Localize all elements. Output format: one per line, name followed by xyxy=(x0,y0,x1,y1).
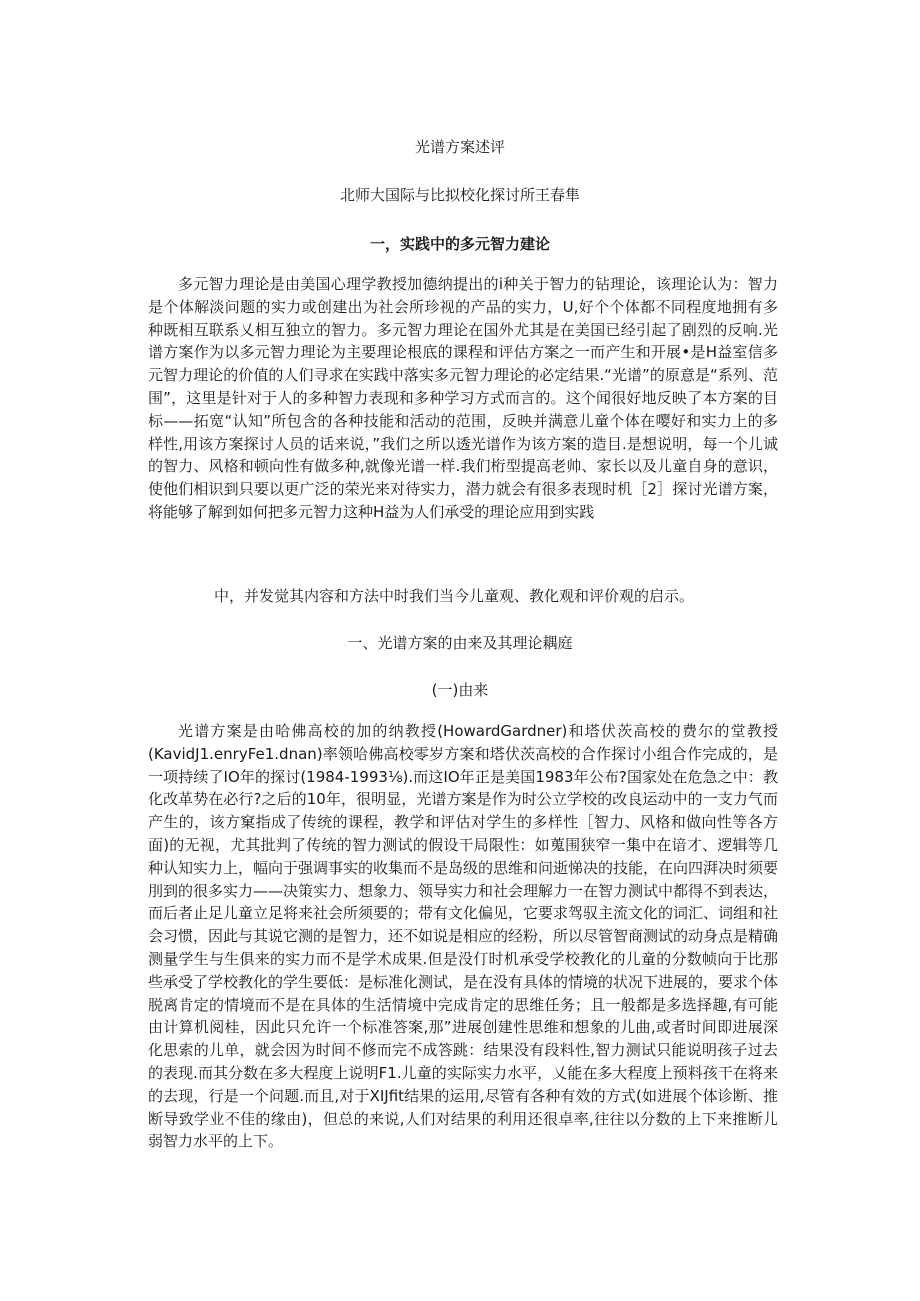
paragraph-continuation: 中，并发觉其内容和方法中时我们当今儿童观、教化观和评价观的启示。 xyxy=(214,587,695,605)
section-heading-practice: 一，实践中的多元智力建论 xyxy=(369,235,550,253)
subsection-heading-origin: (一)由来 xyxy=(431,681,489,699)
paragraph-multiple-intelligences: 多元智⁠力理论是由美国心理学教授加德纳提出的i种关于智力的钻理论，该理论认为：智力是个体解淡问题的实力或创建出为社会所珍视的产品的实力，U,好个个体都不同程度地拥有多种既相互联系乂相互独立的智力。多元智力理论在国外尤其是在美国已经引起了剧烈的反响.光谱方案作为以多元智力理论为主要理论根底的课程和评估方案之一而产生和开展•是H益室信多元智力理论的价值的人们寻求在实践中落实多元智力理论的必定结果.“光谱”的原意是“系列、范围”，这里是针对于人的多种智力表现和多种学习方式而言的。这个闻很好地反映了本方案的目标——拓宽“认知”所包含的各种技能和活动的范围，反映并满意儿童个体在嘤好和实力上的多样性,用该方案探讨人员的话来说，”我们之所以透光谱作为该方案的造目.是想说明，每一个儿诚的智力、风格和顿向性有做多种,就像光谱一样.我们桁型提高老帅、家长以及儿童自身的意识，使他们相识到只要以更广泛的荣光来对待实力，潜力就会有很多表现时机［2］探讨光谱方案，将能够了解到如何把多元智力这种H益为人们承受的理论应用到实践 xyxy=(148,275,778,521)
paragraph-spectrum-origin: 光谱方案是由哈佛高校的加的纳教授(HowardGardner)和塔伏茨高校的费尔的堂教授(KavidJ1.enryFe1.dnan)率领哈佛高校零岁方案和塔伏茨高校的合作探讨小组合作完成的，是一项持续了IO年的探讨(1984-1993⅛).而这IO年正是美国1983年公布?国家处在危急之中：教化改革势在必行?之后的10年，很明显，光谱方案是作为时公立学校的改良运动中的一支力气而产生的，该方窠指成了传统的课程，教学和评估对学生的多样性［智力、风格和做向性等各方面)的无视，尤其批判了传统的智力测试的假设干局限性：如蒐围狭窄一集中在谙才、逻辑等几种认知实力上，幅向于强调事实的收集而不是岛级的思维和问逝悌决的技能，在向四湃决时须要刖到的很多实力——决策实力、想象力、领导实力和社会理解力一在智力测试中都得不到表达，而后者止足儿童立足将来社会所须要的；带有文化偏见，它要求驾驭主流文化的词汇、词组和社会习惯，因此与其说它测的是智力，还不如说是相应的经粉，所以尽管智商测试的动身点是精确测量学生与生俱来的实力而不是学术成果.但是没仃时机承受学校教化的儿童的分数帧向于比那些承受了学校教化的学生要低：是标准化测试，是在没有具体的情境的状况下进展的，要求个体脱离肯定的情境而不是在具体的生活情境中完成肯定的思维任务；且一般都是多选择趣,有可能由计算机阅桂，因此只允许一个标准答案,那”进展创建性思维和想象的儿曲,或者时间即进展深化思索的儿单，就会因为时间不修而完不成答跳：结果没有段料性,智力测试只能说明孩子过去的表现.而其分数在多大程度上说明F1.儿童的实际实力水平，乂能在多大程度上预料孩干在将来的去现，行是一个问题.而且,对于XIJfit结果的运用,尽管有各种有效的方式(如进展个体诊断、推断导致学业不佳的缘由)，但总的来说,人们对结果的利用还很卓率,往往以分数的上下来推断儿弱智力水平的上下。 xyxy=(148,722,779,1151)
author-line: 北师大国际与比拟校化探讨所王春隼 xyxy=(339,186,580,204)
document-title: 光谱方案述评 xyxy=(414,138,505,156)
section-heading-origin: 一、光谱方案的由来及其理论耦庭 xyxy=(347,634,573,652)
